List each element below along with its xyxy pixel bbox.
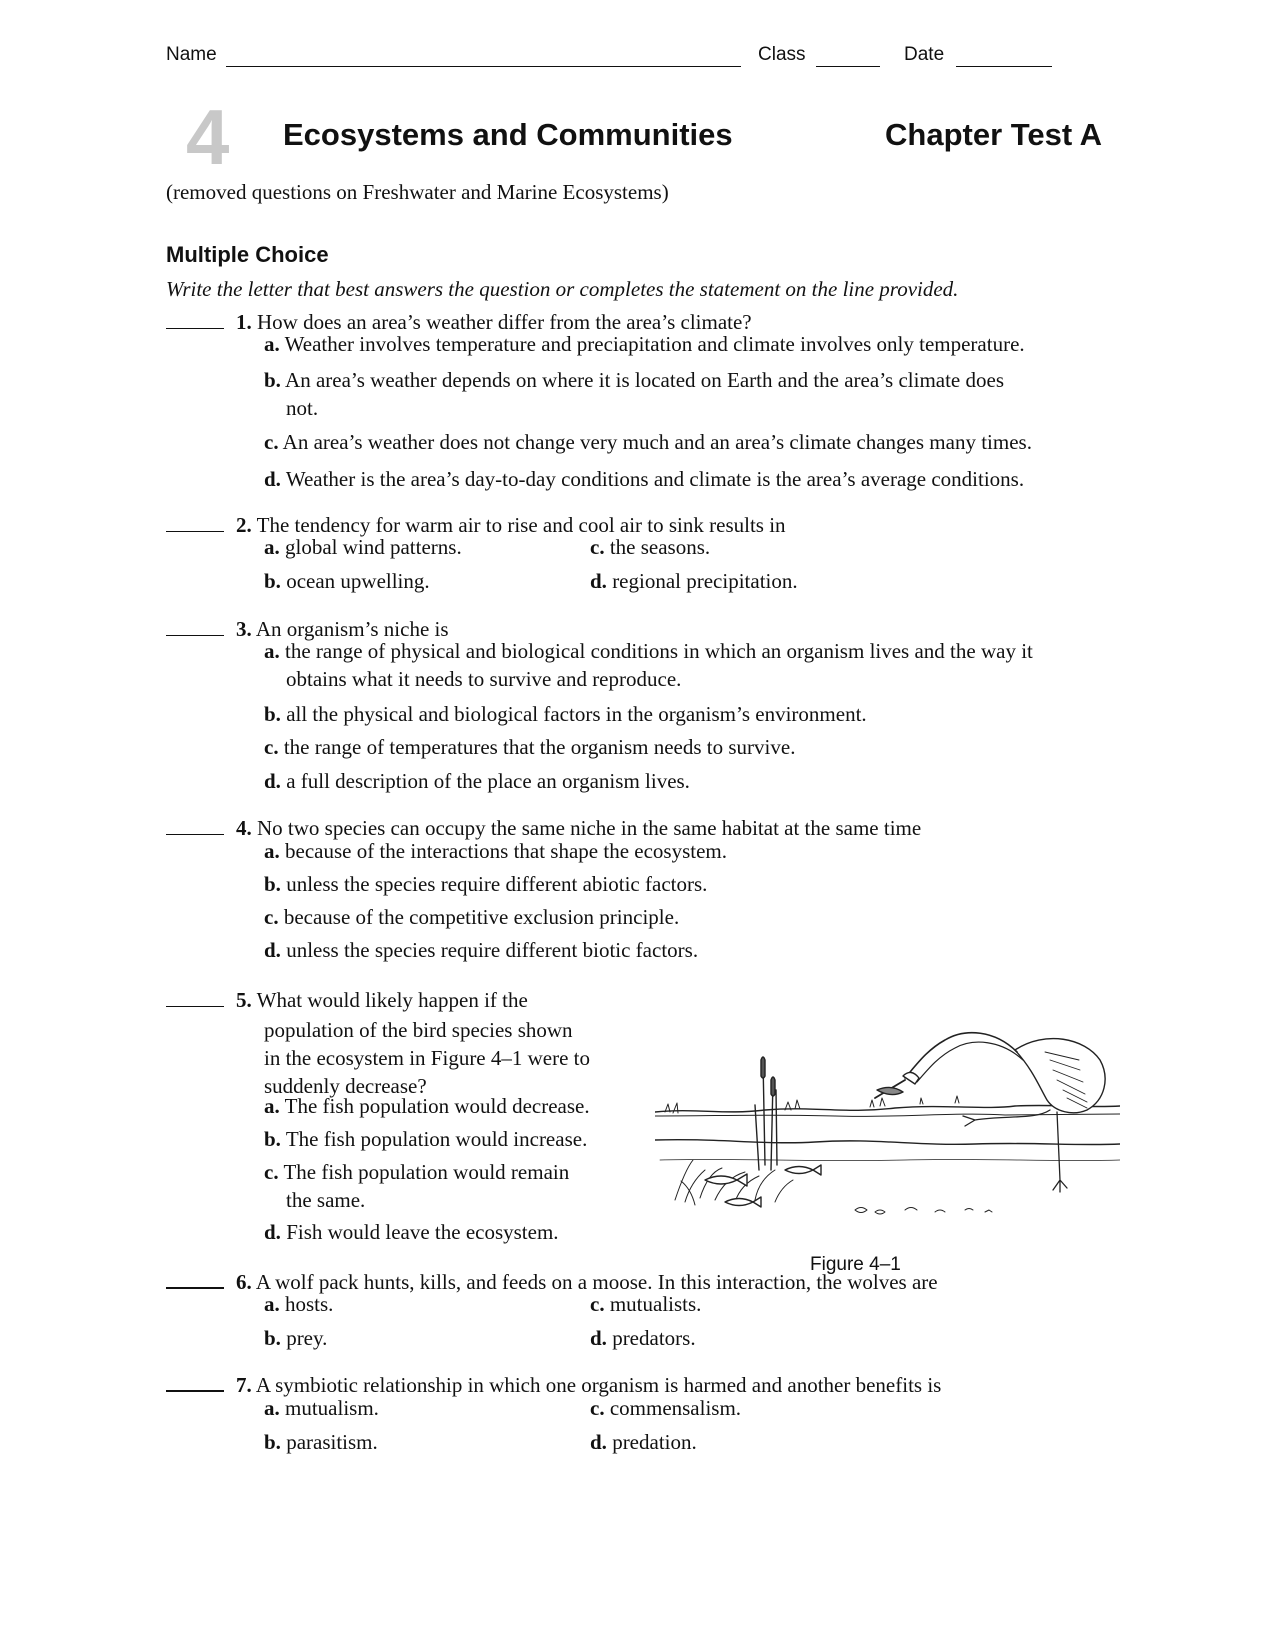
option-c: c. the seasons. xyxy=(590,535,711,559)
answer-blank[interactable] xyxy=(166,1271,224,1289)
figure-caption: Figure 4–1 xyxy=(810,1254,901,1275)
date-label: Date xyxy=(904,44,945,65)
option-c: c. the range of temperatures that the organism needs to survive. xyxy=(264,735,796,759)
option-b: b. prey. xyxy=(264,1326,328,1350)
option-a: a. because of the interactions that shape the ecosystem. xyxy=(264,839,728,863)
date-field[interactable] xyxy=(956,66,1052,67)
option-b: b. The fish population would increase. xyxy=(264,1127,588,1151)
name-label: Name xyxy=(166,44,217,65)
question-number: 5. xyxy=(236,988,252,1012)
question-5 xyxy=(166,988,528,1013)
option-c: c. commensalism. xyxy=(590,1396,742,1420)
option-b: b. parasitism. xyxy=(264,1430,378,1454)
option-c: c. mutualists. xyxy=(590,1292,702,1316)
removed-note: (removed questions on Freshwater and Marine Ecosystems) xyxy=(166,180,669,204)
question-number: 2. xyxy=(236,513,252,537)
question-number: 1. xyxy=(236,310,252,334)
option-d: d. Fish would leave the ecosystem. xyxy=(264,1220,559,1244)
question-number: 6. xyxy=(236,1270,252,1294)
question-text: No two species can occupy the same niche in the same habitat at the same time xyxy=(257,816,922,840)
option-b: b. An area’s weather depends on where it is located on Earth and the area’s climate does not. xyxy=(264,368,1004,420)
option-a: a. mutualism. xyxy=(264,1396,379,1420)
question-text: The tendency for warm air to rise and cool air to sink results in xyxy=(256,513,786,537)
option-c: c. The fish population would remain the same. xyxy=(264,1160,570,1212)
option-a: a. the range of physical and biological conditions in which an organism lives and the way it obtains what it needs to survive and reproduce. xyxy=(264,639,1033,691)
chapter-number: 4 xyxy=(186,93,230,181)
option-a: a. The fish population would decrease. xyxy=(264,1094,590,1118)
class-label: Class xyxy=(758,44,806,65)
answer-blank[interactable] xyxy=(166,818,224,835)
question-number: 4. xyxy=(236,816,252,840)
question-text: An organism’s niche is xyxy=(255,617,449,641)
question-number: 7. xyxy=(236,1373,252,1397)
chapter-title: Ecosystems and Communities xyxy=(283,117,733,152)
question-text: What would likely happen if the xyxy=(256,988,528,1012)
option-b: b. all the physical and biological factors in the organism’s environment. xyxy=(264,702,867,726)
answer-blank[interactable] xyxy=(166,990,224,1007)
option-b: b. ocean upwelling. xyxy=(264,569,430,593)
option-c: c. An area’s weather does not change very much and an area’s climate changes many times. xyxy=(264,430,1032,454)
heron-wetland-figure xyxy=(655,1020,1120,1235)
option-d: d. regional precipitation. xyxy=(590,569,798,593)
section-title: Multiple Choice xyxy=(166,242,329,267)
answer-blank[interactable] xyxy=(166,312,224,329)
option-a: a. global wind patterns. xyxy=(264,535,462,559)
question-text: How does an area’s weather differ from the area’s climate? xyxy=(257,310,752,334)
name-field[interactable] xyxy=(226,66,741,67)
question-text: A symbiotic relationship in which one organism is harmed and another benefits is xyxy=(255,1373,942,1397)
option-a: a. Weather involves temperature and preciapitation and climate involves only temperature. xyxy=(264,332,1025,356)
option-d: d. a full description of the place an organism lives. xyxy=(264,769,690,793)
class-field[interactable] xyxy=(816,66,880,67)
question-text: A wolf pack hunts, kills, and feeds on a moose. In this interaction, the wolves are xyxy=(255,1270,938,1294)
option-d: d. predators. xyxy=(590,1326,696,1350)
answer-blank[interactable] xyxy=(166,515,224,532)
question-5-text-continued: population of the bird species shown in the ecosystem in Figure 4–1 were to suddenly decrease? xyxy=(264,1018,591,1098)
answer-blank[interactable] xyxy=(166,619,224,636)
option-c: c. because of the competitive exclusion principle. xyxy=(264,905,680,929)
option-a: a. hosts. xyxy=(264,1292,334,1316)
option-b: b. unless the species require different abiotic factors. xyxy=(264,872,708,896)
option-d: d. Weather is the area’s day-to-day conditions and climate is the area’s average conditions. xyxy=(264,467,1025,491)
answer-blank[interactable] xyxy=(166,1374,224,1392)
question-number: 3. xyxy=(236,617,252,641)
test-title: Chapter Test A xyxy=(885,117,1103,152)
option-d: d. unless the species require different biotic factors. xyxy=(264,938,699,962)
section-instructions: Write the letter that best answers the question or completes the statement on the line provided. xyxy=(166,277,959,301)
option-d: d. predation. xyxy=(590,1430,697,1454)
